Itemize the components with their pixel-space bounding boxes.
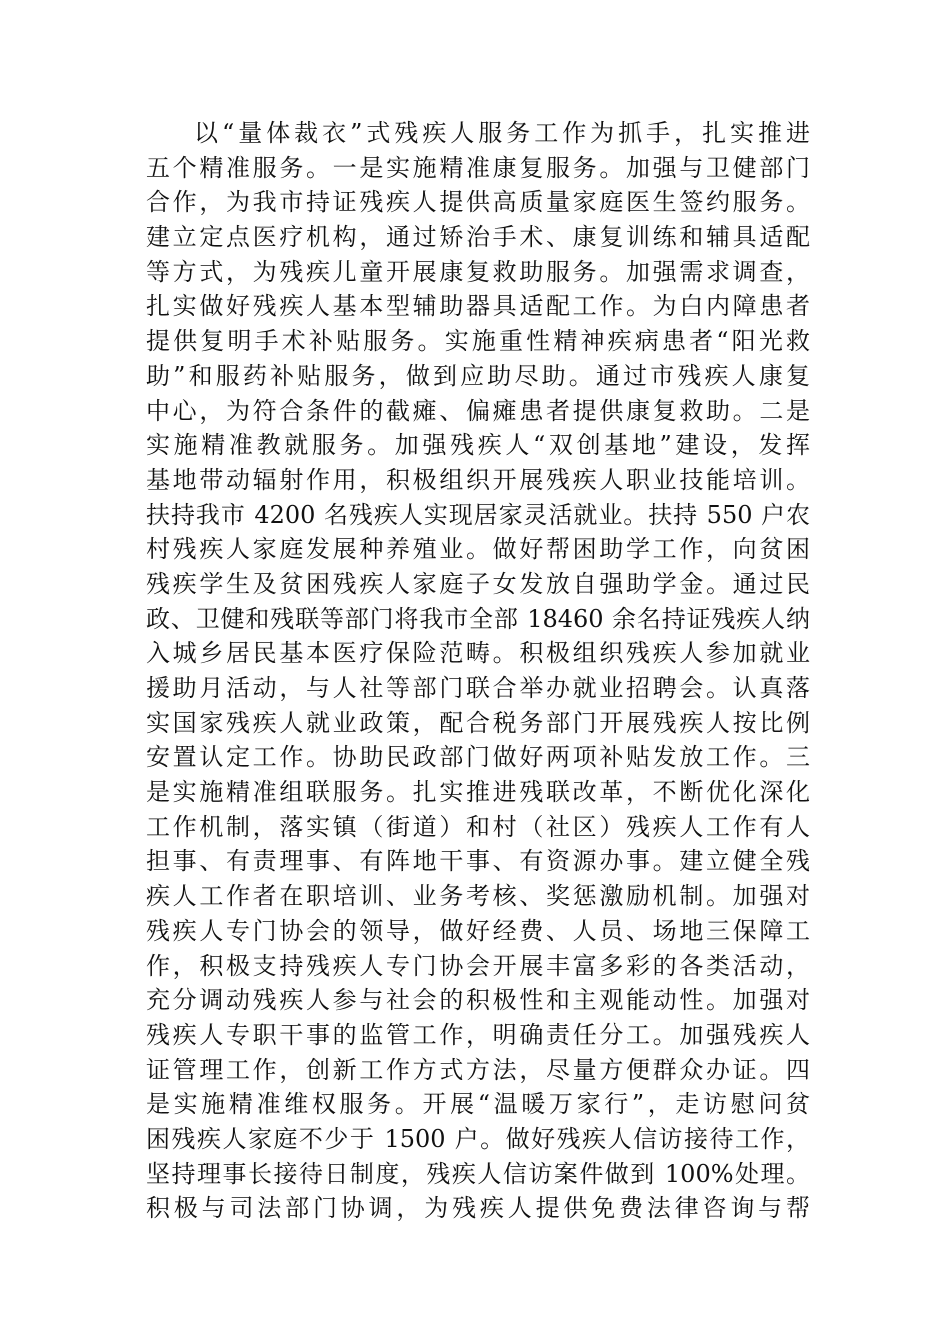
paragraph-line: 合作，为我市持证残疾人提供高质量家庭医生签约服务。 xyxy=(146,188,810,217)
paragraph-line: 疾人工作者在职培训、业务考核、奖惩激励机制。加强对 xyxy=(146,882,810,911)
paragraph-line: 困残疾人家庭不少于 1500 户。做好残疾人信访接待工作， xyxy=(146,1124,810,1153)
paragraph-line: 残疾人专职干事的监管工作，明确责任分工。加强残疾人 xyxy=(146,1020,810,1049)
paragraph-line: 实施精准教就服务。加强残疾人“双创基地”建设，发挥 xyxy=(146,431,810,460)
paragraph-line: 安置认定工作。协助民政部门做好两项补贴发放工作。三 xyxy=(146,743,810,772)
body-paragraph xyxy=(146,116,810,1226)
paragraph-line: 坚持理事长接待日制度，残疾人信访案件做到 100%处理。 xyxy=(146,1159,810,1188)
paragraph-line: 村残疾人家庭发展种养殖业。做好帮困助学工作，向贫困 xyxy=(146,535,810,564)
paragraph-line: 是实施精准维权服务。开展“温暖万家行”，走访慰问贫 xyxy=(146,1090,810,1119)
paragraph-line: 基地带动辐射作用，积极组织开展残疾人职业技能培训。 xyxy=(146,465,810,494)
paragraph-line: 提供复明手术补贴服务。实施重性精神疾病患者“阳光救 xyxy=(146,327,810,356)
paragraph-line: 工作机制，落实镇（街道）和村（社区）残疾人工作有人 xyxy=(146,812,810,841)
paragraph-line: 充分调动残疾人参与社会的积极性和主观能动性。加强对 xyxy=(146,986,810,1015)
paragraph-line: 证管理工作，创新工作方式方法，尽量方便群众办证。四 xyxy=(146,1055,810,1084)
paragraph-line: 实国家残疾人就业政策，配合税务部门开展残疾人按比例 xyxy=(146,708,810,737)
paragraph-line: 援助月活动，与人社等部门联合举办就业招聘会。认真落 xyxy=(146,674,810,702)
paragraph-line: 残疾学生及贫困残疾人家庭子女发放自强助学金。通过民 xyxy=(146,569,810,598)
paragraph-line: 入城乡居民基本医疗保险范畴。积极组织残疾人参加就业 xyxy=(146,639,810,668)
paragraph-line: 助”和服药补贴服务，做到应助尽助。通过市残疾人康复 xyxy=(146,361,810,390)
paragraph-line: 等方式，为残疾儿童开展康复救助服务。加强需求调查， xyxy=(146,257,810,286)
paragraph-line: 扶持我市 4200 名残疾人实现居家灵活就业。扶持 550 户农 xyxy=(146,500,810,529)
paragraph-line: 扎实做好残疾人基本型辅助器具适配工作。为白内障患者 xyxy=(146,292,810,321)
paragraph-line: 政、卫健和残联等部门将我市全部 18460 余名持证残疾人纳 xyxy=(146,604,810,633)
paragraph-line: 中心，为符合条件的截瘫、偏瘫患者提供康复救助。二是 xyxy=(146,396,810,425)
paragraph-line: 是实施精准组联服务。扎实推进残联改革，不断优化深化 xyxy=(146,778,810,807)
paragraph-line: 残疾人专门协会的领导，做好经费、人员、场地三保障工 xyxy=(146,916,810,945)
paragraph-line: 建立定点医疗机构，通过矫治手术、康复训练和辅具适配 xyxy=(146,223,810,252)
paragraph-line: 以“量体裁衣”式残疾人服务工作为抓手，扎实推进 xyxy=(194,119,810,147)
paragraph-line: 担事、有责理事、有阵地干事、有资源办事。建立健全残 xyxy=(146,847,810,876)
paragraph-line: 作，积极支持残疾人专门协会开展丰富多彩的各类活动， xyxy=(146,951,810,980)
paragraph-line: 积极与司法部门协调，为残疾人提供免费法律咨询与帮 xyxy=(146,1194,810,1223)
paragraph-line: 五个精准服务。一是实施精准康复服务。加强与卫健部门 xyxy=(146,153,810,182)
